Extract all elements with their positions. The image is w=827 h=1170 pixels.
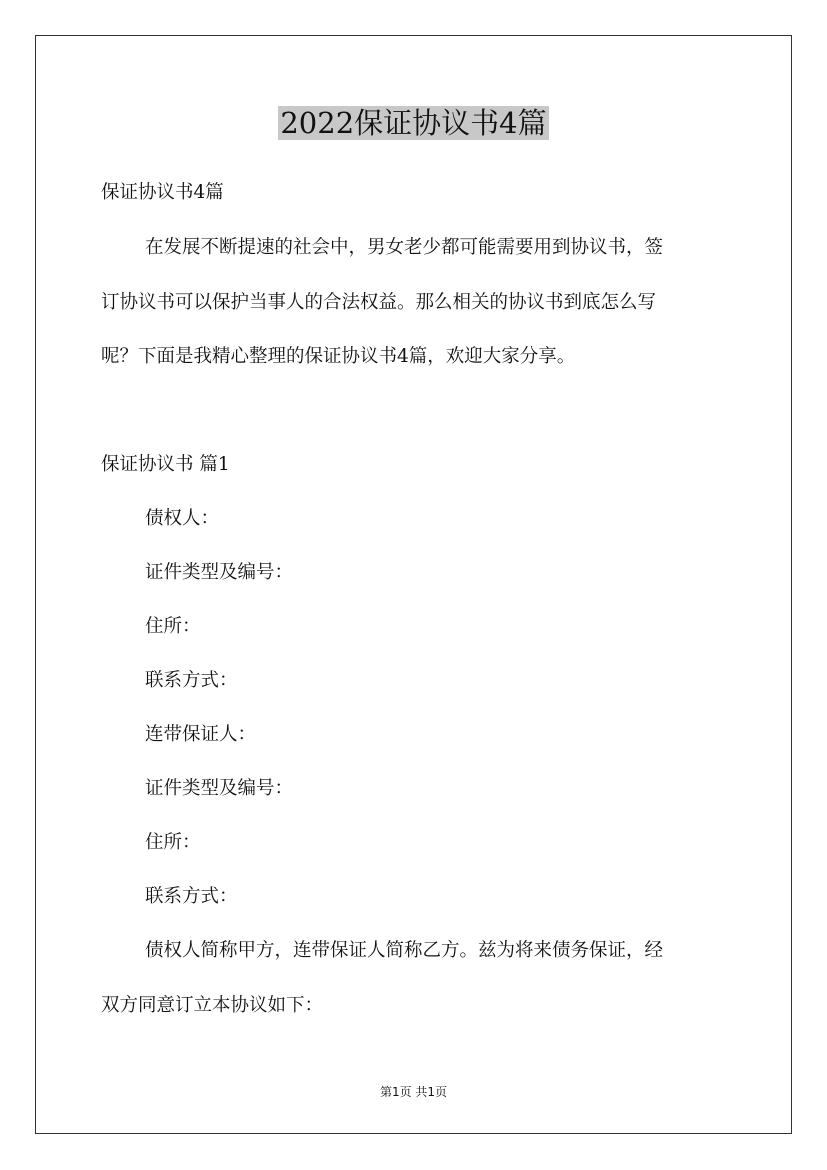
field-creditor-id: 证件类型及编号：	[145, 562, 294, 583]
document-title	[0, 103, 827, 143]
intro-line-3: 呢？下面是我精心整理的保证协议书4篇，欢迎大家分享。	[101, 346, 576, 367]
intro-line-1: 在发展不断提速的社会中，男女老少都可能需要用到协议书，签	[145, 237, 664, 258]
page-number: 第1页 共1页	[379, 1085, 448, 1099]
field-creditor-contact: 联系方式：	[145, 670, 238, 691]
field-guarantor-contact: 联系方式：	[145, 886, 238, 907]
field-guarantor-address: 住所：	[145, 832, 201, 853]
closing-line-2: 双方同意订立本协议如下：	[101, 995, 324, 1016]
field-creditor: 债权人：	[145, 508, 220, 529]
intro-line-2: 订协议书可以保护当事人的合法权益。那么相关的协议书到底怎么写	[101, 292, 657, 313]
document-title-text: 2022保证协议书4篇	[280, 106, 547, 140]
closing-line-1: 债权人简称甲方，连带保证人简称乙方。兹为将来债务保证，经	[145, 940, 664, 961]
document-subtitle: 保证协议书4篇	[101, 182, 224, 203]
section-heading: 保证协议书 篇1	[101, 454, 230, 475]
field-guarantor-id: 证件类型及编号：	[145, 778, 294, 799]
field-guarantor: 连带保证人：	[145, 724, 257, 745]
field-creditor-address: 住所：	[145, 616, 201, 637]
